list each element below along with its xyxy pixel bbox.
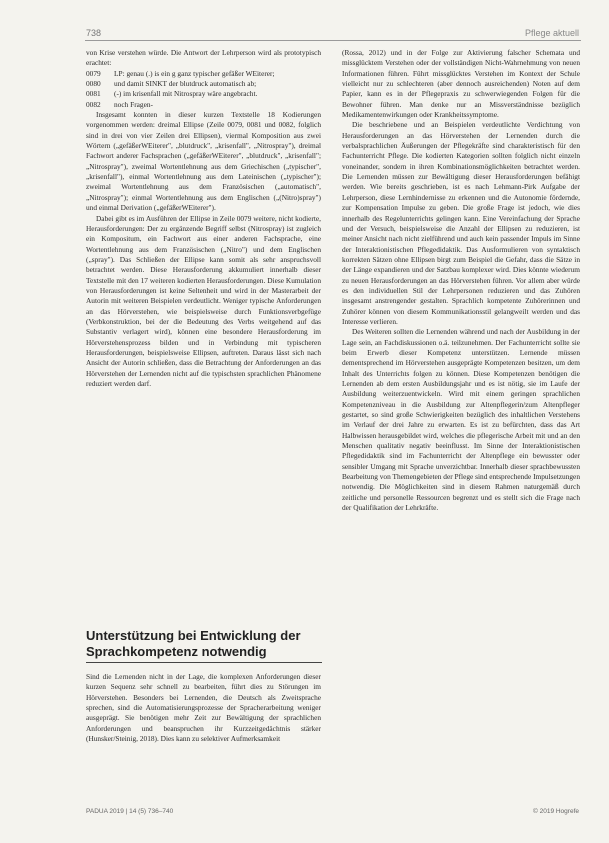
right-column xyxy=(342,48,580,513)
page-number: 738 xyxy=(86,28,102,38)
transcript-line: 0081 (-) im krisenfall mit Nitrospray wäre angebracht. xyxy=(86,89,258,99)
left-column-lower xyxy=(86,672,321,744)
footer-citation: PADUA 2019 | 14 (5) 736–740 xyxy=(86,808,174,815)
body-paragraph: Die beschriebene und an Beispielen verdeutlichte Verdichtung von Herausforderungen an das Hörverstehen der Lernenden durch die verbalsprachlichen Äußerungen der Pflegekräfte sind charakteristisch für den Fachunterricht Pflege. Die kodierten Kategorien sollten folglich nicht einzeln voneinander, sondern in ihren Kombinationsmöglichkeiten betrachtet werden. Die Lernenden müssen zur Bewältigung dieser Herausforderungen befähigt werden. Wie bereits geschrieben, ist es nach Lehmann-Pirk Aufgabe der Lehrperson, diese Lernhindernisse zu erkennen und die Autonomie fördernde, zur Kompensation Impulse zu geben. Die große Frage ist jedoch, wie dies innerhalb des Regelunterrichts gelingen kann. Eine Vereinfachung der Sprache und der Versuch, beispielsweise die Anzahl der Ellipsen zu reduzieren, ist meiner Ansicht nach nicht zielführend und auch kein passender Impuls im Sinne der Interaktionistischen Pflegedidaktik. Das Ausformulieren von syntaktisch korrekten Sätzen ohne Ellipsen birgt zum Beispiel die Gefahr, dass die Sätze in der Länge expandieren und der Satzbau komplexer wird. Dies könnte wiederum zu neuen Herausforderungen an das Hörverstehen führen. Vor allem aber würde es den individuellen Stil der Lehrpersonen reduzieren und das Zuhören insgesamt anstrengender gestalten. Sprachlich kompetente Zuhörerinnen und Zuhörer können von diesem Kommunikationsstil gelangweilt werden und das Interesse verlieren. xyxy=(342,120,580,326)
transcript-line: 0080 und damit SINKT der blutdruck automatisch ab; xyxy=(86,79,257,89)
intro-text: von Krise verstehen würde. Die Antwort der Lehrperson wird als prototypisch erachtet: xyxy=(86,48,321,68)
body-paragraph: Dabei gibt es im Ausführen der Ellipse in Zeile 0079 weitere, nicht kodierte, Herausforderungen: Der zu ergänzende Begriff selbst (Nitrospray) ist zugleich ein Kompositum, ein Fachwort aus einer anderen Fachsprache, eine Wortentlehnung aus dem Französischen („Nitro") und dem Englischen („spray"). Das Schließen der Ellipse kann somit als sehr anspruchsvoll betrachtet werden. Diese Herausforderung akkumuliert innerhalb dieser Textstelle mit den 17 weiteren kodierten Herausforderungen. Diese Kumulation von Herausforderungen ist keine Seltenheit und wird in der Masterarbeit der Autorin mit weiteren Beispielen verdeutlicht. Weniger typische Anforderungen an das Hörverstehen, wie beispielsweise durch Funktionsverbgefüge (Verbkonstruktion, bei der die Bedeutung des Verbs weitgehend auf das Substantiv verlagert wird), können eine besondere Herausforderung im Hörverstehensprozess bilden und in Verbindung mit typischeren Herausforderungen, beispielsweise Ellipsen, auftreten. Daraus lässt sich nach Ansicht der Autorin schließen, dass die Betrachtung der Anforderungen an das Hörverstehen der Lernenden nicht auf die typischsten sprachlichen Phänomene reduziert werden darf. xyxy=(86,213,321,388)
body-paragraph: (Rossa, 2012) und in der Folge zur Aktivierung falscher Schemata und missglücktem Verstehen oder der vollständigen Nicht-Wahrnehmung von neuen Informationen führen. Führt missglücktes Verstehen im Kontext der Schule vielleicht nur zu schlechteren (aber dennoch ausreichenden) Noten auf dem Papier, kann es in der Pflegepraxis zu schwerwiegenden Folgen für die Bewohner führen. Man denke nur an Missverständnisse bezüglich Medikamentenwirkungen oder Krankheitssymptome. xyxy=(342,48,580,120)
header-rule xyxy=(85,40,581,41)
body-paragraph: Insgesamt konnten in dieser kurzen Textstelle 18 Kodierungen vorgenommen werden: dreimal Ellipse (Zeile 0079, 0081 und 0082, folglich sind in drei von vier Zeilen drei Ellipsen), viermal Komposition aus zwei Wörtern („gefäßerWEiterer", „blutdruck", „krisenfall", „Nitrospray"), dreimal Fachwort anderer Fachsprachen („gefäßerWEiterer", „blutdruck", „krisenfall"; „Nitrospray"), zweimal Wortentlehnung aus dem Griechischen („typischer", „krisenfall"), einmal Wortentlehnung aus dem Lateinischen („typischer"); zweimal Wortentlehnung aus dem Französischen („automatisch", „Nitrospray"); einmal Wortentlehnung aus dem Englischen („(Nitro)spray") und einmal Derivation („gefäßerWEiterer"). xyxy=(86,110,321,213)
body-paragraph: Des Weiteren sollten die Lernenden während und nach der Ausbildung in der Lage sein, an Fachdiskussionen o.ä. teilzunehmen. Der Fachunterricht sollte sie beim Erwerb dieser Kompetenz unterstützen. Lernende müssen dementsprechend im Hörverstehen ausgeprägte Kompetenzen besitzen, um dem Inhalt des Unterrichts folgen zu können. Diese Kompetenzen benötigen die Lernenden ab dem ersten Ausbildungsjahr und es ist nötig, sie im Laufe der Ausbildung weiterzuentwickeln. Wird mit einem geringen sprachlichen Kompetenzniveau in die Ausbildung zur Altenpflegerin/zum Altenpfleger gestartet, so sind große Schwierigkeiten bezüglich des inhaltlichen Verstehens im Verlauf der drei Jahre zu erwarten. Es ist zu befürchten, dass das Art Halbwissen herausgebildet wird, welches die pflegerische Arbeit mit und an den Menschen qualitativ negativ beeinflusst. Im Sinne der Interaktionistischen Pflegedidaktik sind im Fachunterricht der Altenpflege ein bewusster oder sensibler Umgang mit Sprache unverzichtbar. Innerhalb dieser sprachbewussten Bearbeitung von Themengebieten der Pflege sind entsprechende Impulsetzungen notwendig. Die Möglichkeiten sind in diesem Rahmen naturgemäß durch zeitliche und personelle Ressourcen begrenzt und es stellt sich die Frage nach der Qualifikation der Lehrkräfte. xyxy=(342,327,580,513)
transcript-excerpt xyxy=(86,69,321,110)
section-heading: Unterstützung bei Entwicklung der Sprachkompetenz notwendig xyxy=(86,628,322,663)
footer-publisher: © 2019 Hogrefe xyxy=(533,808,579,815)
transcript-line: 0082 noch Fragen- xyxy=(86,99,153,109)
transcript-line: 0079 LP: genau (.) is ein g ganz typischer gefäßer WEiterer; xyxy=(86,68,275,78)
left-column-upper xyxy=(86,48,321,389)
body-paragraph: Sind die Lernenden nicht in der Lage, die komplexen Anforderungen dieser kurzen Sequenz sehr schnell zu bearbeiten, führt dies zu Störungen im Hörverstehen. Besonders bei Lernenden, die Deutsch als Zweitsprache sprechen, sind die Automatisierungsprozesse der Spracherarbeitung weniger ausgeprägt. Sie benötigen mehr Zeit zur Bewältigung der sprachlichen Anforderungen und beanspruchen ihr Kurzzeitgedächtnis stärker (Hunsker/Steinig, 2018). Dies kann zu selektiver Aufmerksamkeit xyxy=(86,672,321,744)
running-header: Pflege aktuell xyxy=(524,28,579,38)
